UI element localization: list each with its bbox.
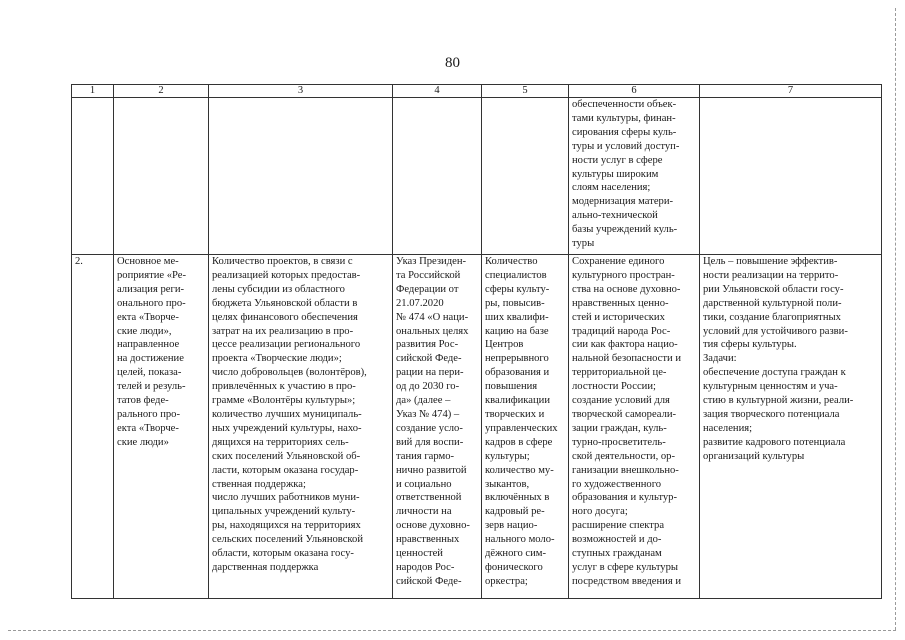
table-cell	[569, 98, 700, 255]
table-cell	[700, 98, 882, 255]
table-row	[72, 255, 882, 599]
table-cell	[569, 255, 700, 599]
table-cell	[209, 255, 393, 599]
page-number: 80	[445, 55, 460, 71]
table-cell	[114, 98, 209, 255]
page-edge-right	[895, 8, 896, 630]
header-cell: 7	[700, 85, 882, 98]
table-row	[72, 98, 882, 255]
table-cell	[700, 255, 882, 599]
indicators-text: Количество проектов, в связи с реализацией которых предостав- лены субсидии из областного бюджета Ульяновской области в целях финансового обеспечения затрат на их реализацию в про- цессе реализации регионального проекта «Творческие люди»; число добровольцев (волонтёров), привлечённых к участию в про- грамме «Волонтёры культуры»; количество лучших муниципаль- ных учреждений культуры, нахо- дящихся на территориях сель- ских поселений Ульяновской об- ласти, которым оказана государ- ственная поддержка; число лучших работников муни- ципальных учреждений культу- ры, находящихся на территориях сельских поселений Ульяновской области, которым оказана госу- дарственная поддержка	[212, 256, 367, 573]
results-text-continued: обеспеченности объек- тами культуры, финан- сирования сферы куль- туры и условий доступ- ности услуг в сфере культуры широким слоям населения; модернизация матери- ально-технической базы учреждений куль- туры	[572, 99, 680, 250]
table-cell	[393, 98, 482, 255]
program-table	[71, 84, 882, 599]
row-number: 2.	[75, 256, 83, 267]
header-cell: 4	[393, 85, 482, 98]
page-edge-bottom	[8, 630, 896, 631]
table-header-row	[72, 85, 882, 98]
goal-tasks-text: Цель – повышение эффектив- ности реализации на террито- рии Ульяновской области госу- дарственной культурной поли- тики, создание благоприятных условий для устойчивого разви- тия сферы культуры. Задачи: обеспечение доступа граждан к культурным ценностям и уча- стию в культурной жизни, реали- зация творческого потенциала населения; развитие кадрового потенциала организаций культуры	[703, 256, 854, 462]
header-cell: 6	[569, 85, 700, 98]
table-cell	[393, 255, 482, 599]
header-cell: 1	[72, 85, 114, 98]
table-cell	[482, 98, 569, 255]
table-cell	[72, 255, 114, 599]
table-cell	[209, 98, 393, 255]
table-cell	[482, 255, 569, 599]
header-cell: 5	[482, 85, 569, 98]
activity-name: Основное ме- роприятие «Ре- ализация реги- онального про- екта «Творче- ские люди», направленное на достижение целей, показа- телей и резуль- татов феде- рального про- екта «Творче- ские люди»	[117, 256, 187, 448]
table-cell	[72, 98, 114, 255]
specialists-text: Количество специалистов сферы культу- ры, повысив- ших квалифи- кацию на базе Центров непрерывного образования и повышения квалификации творческих и управленческих кадров в сфере культуры; количество му- зыкантов, включённых в кадровый ре- зерв нацио- нального моло- дёжного сим- фонического оркестра;	[485, 256, 558, 587]
results-text: Сохранение единого культурного простран- ства на основе духовно- нравственных ценно- стей и исторических традиций народа Рос- сии как фактора нацио- нальной безопасности и территориальной це- лостности России; создание условий для творческой самореали- зации граждан, куль- турно-просветитель- ской деятельности, ор- ганизации внешкольно- го художественного образования и культур- ного досуга; расширение спектра возможностей и до- ступных гражданам услуг в сфере культуры посредством введения и	[572, 256, 682, 587]
header-cell: 2	[114, 85, 209, 98]
decree-text: Указ Президен- та Российской Федерации от 21.07.2020 № 474 «О наци- ональных целях развития Рос- сийской Феде- рации на пери- од до 2030 го- да» (далее – Указ № 474) – создание усло- вий для воспи- тания гармо- нично развитой и социально ответственной личности на основе духовно- нравственных ценностей народов Рос- сийской Феде-	[396, 256, 470, 587]
table-cell	[114, 255, 209, 599]
header-cell: 3	[209, 85, 393, 98]
